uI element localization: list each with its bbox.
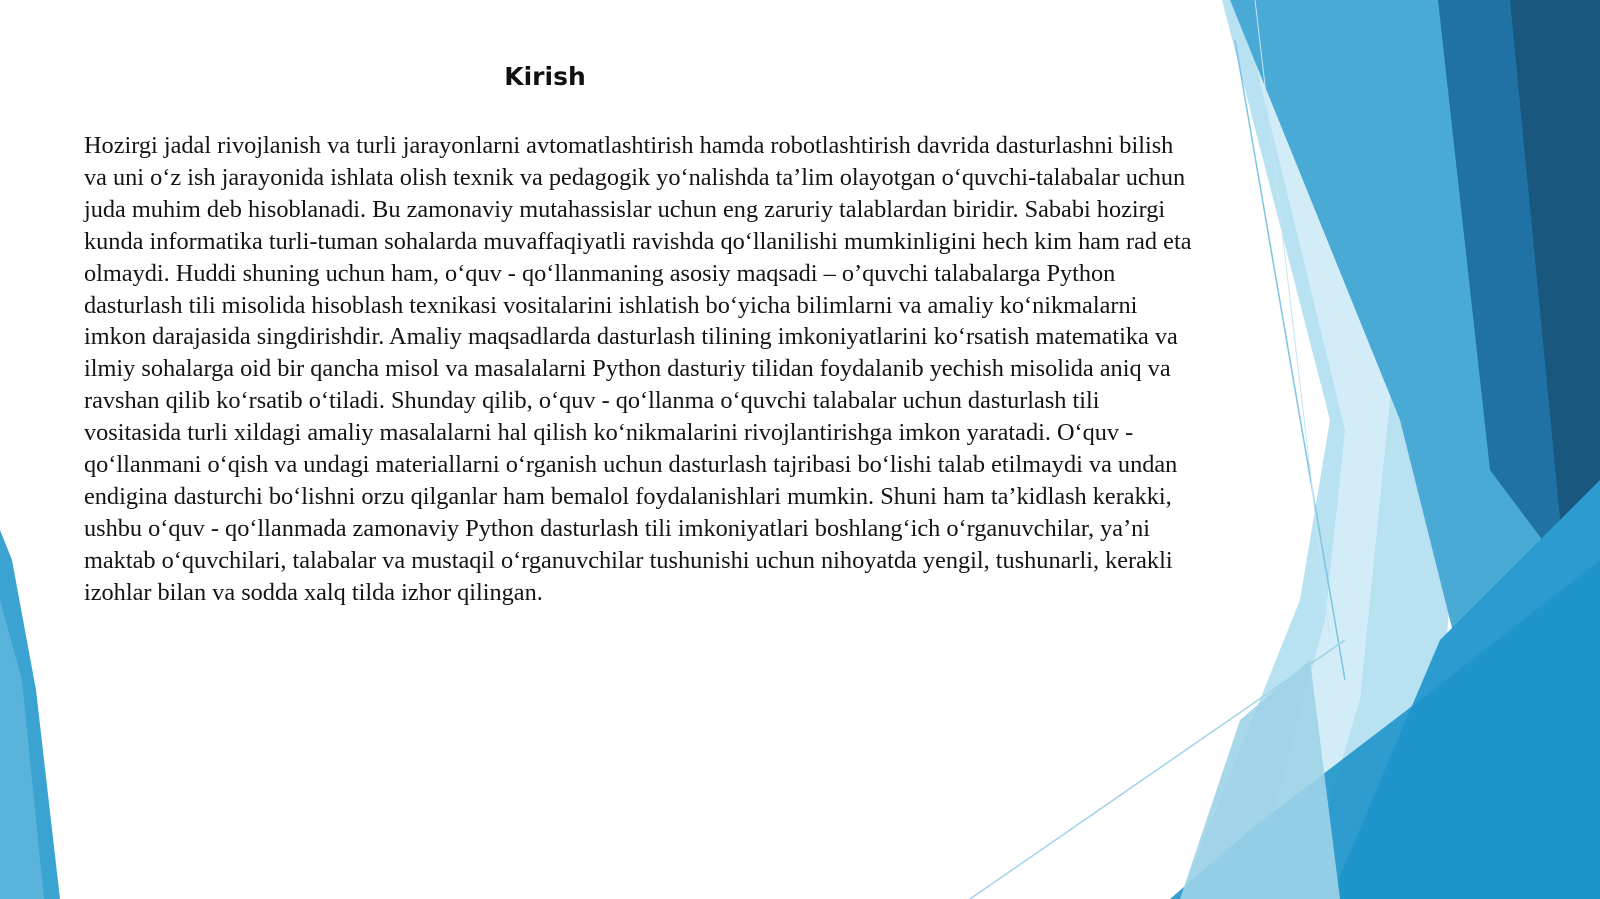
slide-title: Kirish (504, 62, 586, 91)
slide-body-text: Hozirgi jadal rivojlanish va turli jarayonlarni avtomatlashtirish hamda robotlashtirish davrida dasturlashni bilish va uni o‘z ish jarayonida ishlata olish texnik va pedagogik yo‘nalishda ta’lim olayotgan o‘quvchi-talabalar uchun juda muhim deb hisoblanadi. Bu zamonaviy mutahassislar uchun eng zaruriy talablardan biridir. Sababi hozirgi kunda informatika turli-tuman sohalarda muvaffaqiyatli ravishda qo‘llanilishi mumkinligini hech kim ham rad eta olmaydi. Huddi shuning uchun ham, o‘quv - qo‘llanmaning asosiy maqsadi – o’quvchi talabalarga Python dasturlash tili misolida hisoblash texnikasi vositalarini ishlatish bo‘yicha bilimlarni va amaliy ko‘nikmalarni imkon darajasida singdirishdir. Amaliy maqsadlarda dasturlash tilining imkoniyatlarini ko‘rsatish matematika va ilmiy sohalarga oid bir qancha misol va masalalarni Python dasturiy tilidan foydalanib yechish misolida aniq va ravshan qilib ko‘rsatib o‘tiladi. Shunday qilib, o‘quv - qo‘llanma o‘quvchi talabalar uchun dasturlash tili vositasida turli xildagi amaliy masalalarni hal qilish ko‘nikmalarini rivojlantirishga imkon yaratadi. O‘quv - qo‘llanmani o‘qish va undagi materiallarni o‘rganish uchun dasturlash tajribasi bo‘lishi talab etilmaydi va undan endigina dasturchi bo‘lishni orzu qilganlar ham bemalol foydalanishlari mumkin. Shuni ham ta’kidlash kerakki, ushbu o‘quv - qo‘llanmada zamonaviy Python dasturlash tili imkoniyatlari boshlang‘ich o‘rganuvchilar, ya’ni maktab o‘quvchilari, talabalar va mustaqil o‘rganuvchilar tushunishi uchun nihoyatda yengil, tushunarli, kerakli izohlar bilan va sodda xalq tilda izhor qilingan. (84, 132, 1192, 606)
